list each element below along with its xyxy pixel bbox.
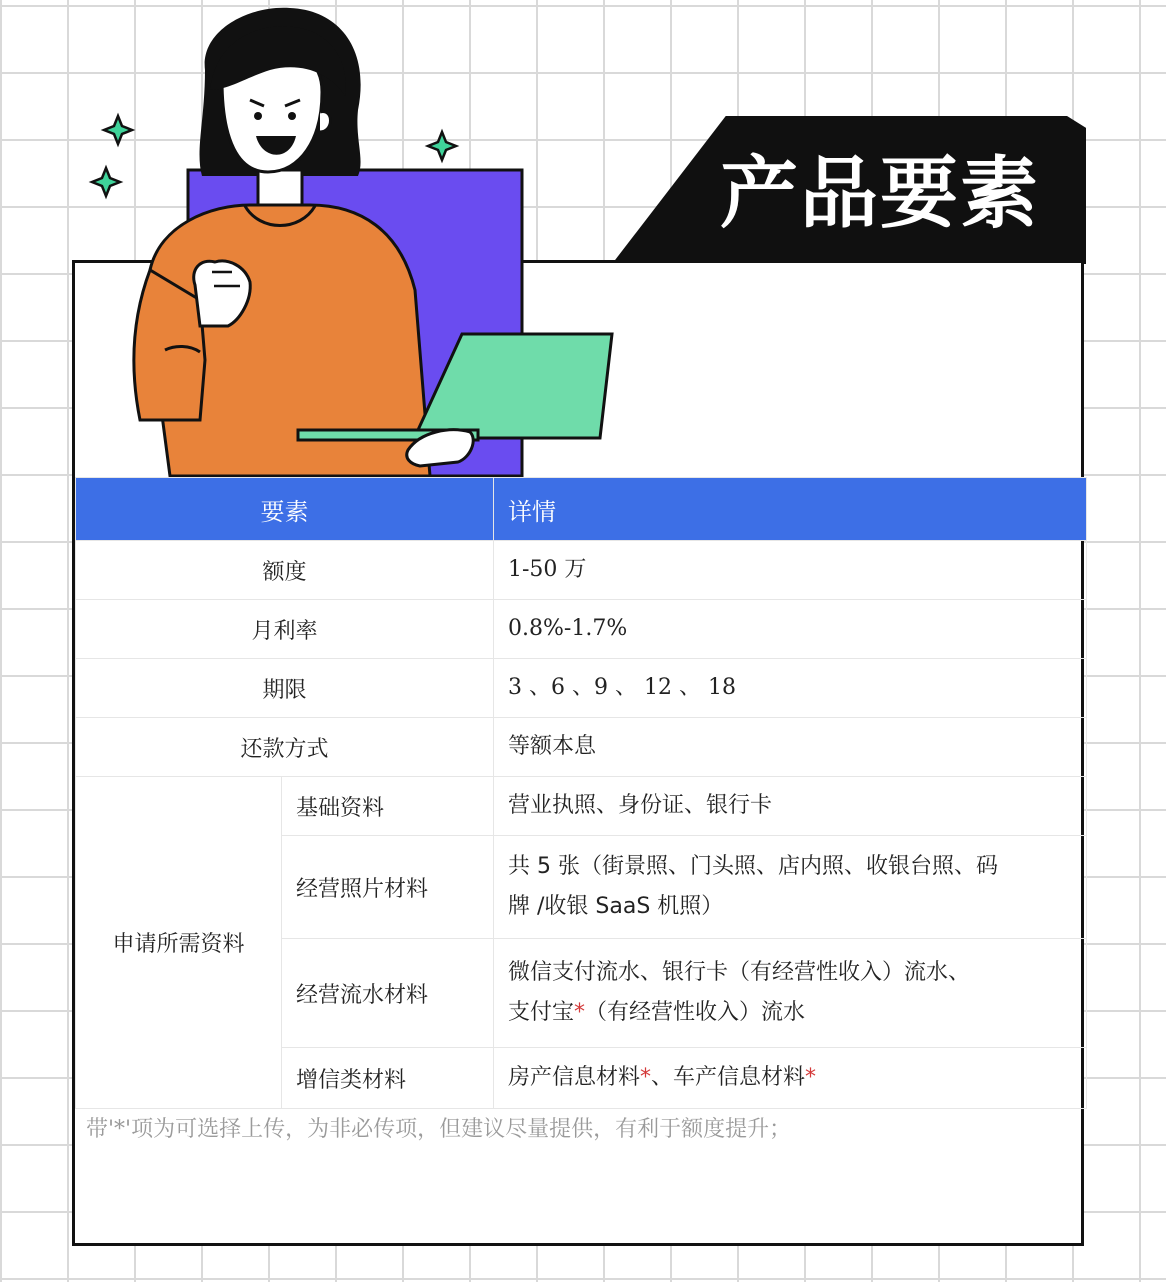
row-value-rate: 0.8%-1.7% bbox=[494, 600, 1087, 659]
row-label-term: 期限 bbox=[76, 659, 494, 718]
table-row bbox=[76, 659, 1087, 718]
optional-star: * bbox=[805, 1065, 817, 1090]
table-row bbox=[76, 600, 1087, 659]
table-row bbox=[76, 541, 1087, 600]
flow-value-line2 bbox=[508, 993, 1086, 1033]
credit-value bbox=[494, 1048, 1087, 1109]
flow-alipay: 支付宝 bbox=[508, 1000, 575, 1025]
row-value-repay: 等额本息 bbox=[494, 718, 1087, 777]
row-value-quota: 1-50 万 bbox=[494, 541, 1087, 600]
header-detail: 详情 bbox=[494, 478, 1087, 541]
table-row bbox=[76, 718, 1087, 777]
photos-value bbox=[494, 836, 1087, 939]
basic-value: 营业执照、身份证、银行卡 bbox=[494, 777, 1087, 836]
flow-value bbox=[494, 939, 1087, 1048]
credit-car: 车产信息材料 bbox=[673, 1065, 806, 1090]
table-row bbox=[76, 777, 1087, 836]
row-label-quota: 额度 bbox=[76, 541, 494, 600]
credit-house: 房产信息材料 bbox=[508, 1065, 641, 1090]
row-label-rate: 月利率 bbox=[76, 600, 494, 659]
optional-star: * bbox=[574, 1000, 586, 1025]
photos-value-line1: 共 5 张（街景照、门头照、店内照、收银台照、码 bbox=[508, 854, 998, 879]
flow-alipay-detail: （有经营性收入）流水 bbox=[585, 1000, 806, 1025]
row-label-repay: 还款方式 bbox=[76, 718, 494, 777]
basic-label: 基础资料 bbox=[282, 777, 494, 836]
footnote: 带'*'项为可选择上传，为非必传项，但建议尽量提供，有利于额度提升； bbox=[86, 1117, 792, 1142]
materials-group-label: 申请所需资料 bbox=[76, 777, 282, 1109]
table-header bbox=[76, 478, 1087, 541]
optional-star: * bbox=[640, 1065, 652, 1090]
row-value-term: 3 、6 、9 、 12 、 18 bbox=[494, 659, 1087, 718]
credit-label: 增信类材料 bbox=[282, 1048, 494, 1109]
page-title: 产品要素 bbox=[720, 149, 1041, 239]
photos-label: 经营照片材料 bbox=[282, 836, 494, 939]
header-element: 要素 bbox=[76, 478, 494, 541]
product-table bbox=[75, 477, 1087, 1109]
photos-value-line2: 牌 /收银 SaaS 机照） bbox=[508, 894, 724, 919]
flow-value-line1: 微信支付流水、银行卡（有经营性收入）流水、 bbox=[508, 960, 971, 985]
woman-with-laptop-illustration bbox=[0, 0, 700, 480]
separator: 、 bbox=[651, 1065, 674, 1090]
flow-label: 经营流水材料 bbox=[282, 939, 494, 1048]
